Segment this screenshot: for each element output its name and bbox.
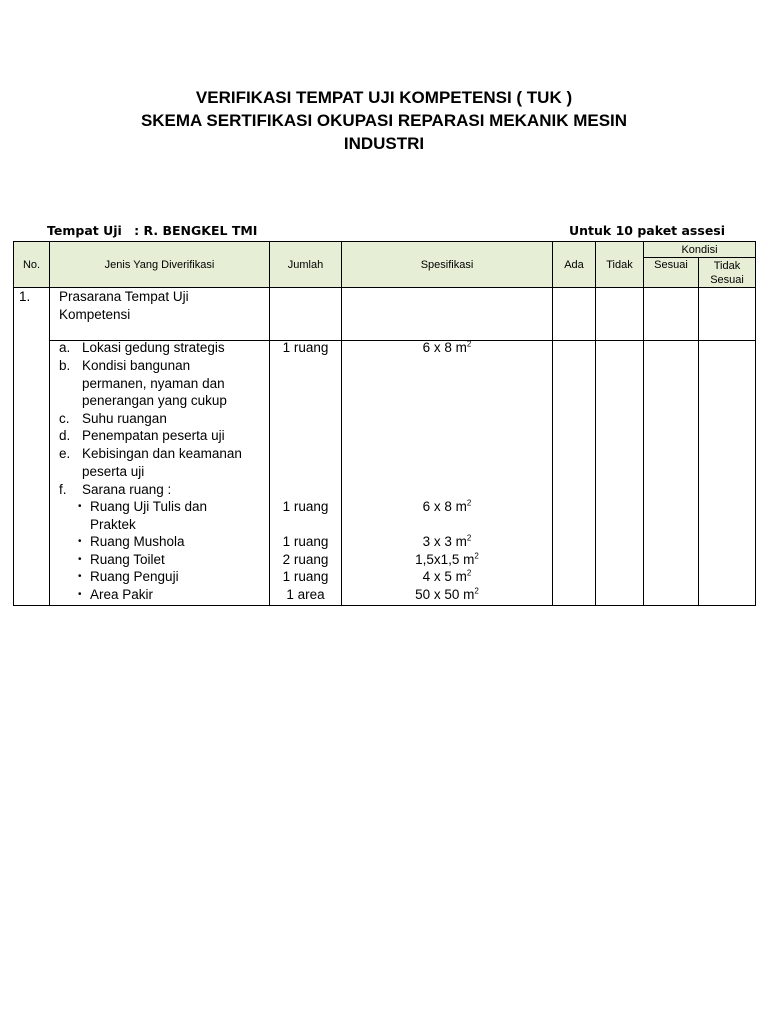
header-no: No. <box>14 242 50 288</box>
spesifikasi-cell <box>342 341 553 606</box>
title-line-3: INDUSTRI <box>343 134 425 153</box>
header-tidak-sesuai-line-1: Tidak <box>713 259 741 272</box>
header-jenis: Jenis Yang Diverifikasi <box>50 242 270 288</box>
header-ada: Ada <box>553 242 596 288</box>
document-title <box>0 86 768 155</box>
cell-sesuai <box>644 341 699 606</box>
jumlah-column <box>270 341 341 605</box>
row-item-title <box>50 288 270 341</box>
jumlah-value: 2 ruang <box>282 552 329 567</box>
sarana-name: Ruang Mushola <box>90 534 185 549</box>
jumlah-value: 1 ruang <box>282 340 329 355</box>
sarana-name: Ruang Penguji <box>90 569 179 584</box>
title-line-1: VERIFIKASI TEMPAT UJI KOMPETENSI ( TUK ) <box>195 88 573 107</box>
list-letter: d. <box>59 428 71 443</box>
sarana-name: Ruang Uji Tulis dan <box>90 499 208 514</box>
cell-ada <box>553 341 596 606</box>
spek-sup: 2 <box>466 498 472 508</box>
header-spesifikasi: Spesifikasi <box>342 242 553 288</box>
jumlah-value: 1 ruang <box>282 499 329 514</box>
items-list <box>50 341 269 605</box>
spek-sup: 2 <box>466 568 472 578</box>
list-text: Kebisingan dan keamanan <box>82 446 242 461</box>
list-text: Kondisi bangunan <box>82 358 191 373</box>
items-list-cell <box>50 341 270 606</box>
header-tidak-sesuai <box>699 258 756 288</box>
spek-sup: 2 <box>466 339 472 349</box>
sarana-name: Area Pakir <box>90 587 154 602</box>
list-letter: f. <box>59 482 67 497</box>
spek-text: 6 x 8 m <box>422 340 467 355</box>
cell-spesifikasi-empty <box>342 288 553 341</box>
bullet-icon: • <box>78 571 82 582</box>
jumlah-value: 1 area <box>286 587 325 602</box>
row-item-title-line-2: Kompetensi <box>59 307 131 322</box>
bullet-icon: • <box>78 501 82 512</box>
sarana-name: Ruang Toilet <box>90 552 165 567</box>
header-jumlah: Jumlah <box>270 242 342 288</box>
list-text: Sarana ruang : <box>82 482 172 497</box>
spesifikasi-value <box>342 339 552 356</box>
spesifikasi-value <box>342 533 552 550</box>
header-tidak-sesuai-line-2: Sesuai <box>710 273 744 286</box>
tempat-uji-label: Tempat Uji <box>47 223 122 238</box>
spek-sup: 2 <box>466 533 472 543</box>
list-text: Lokasi gedung strategis <box>82 340 225 355</box>
bullet-icon: • <box>78 589 82 600</box>
jumlah-value: 1 ruang <box>282 569 329 584</box>
spesifikasi-value <box>342 551 552 568</box>
spesifikasi-value <box>342 498 552 515</box>
bullet-icon: • <box>78 554 82 565</box>
spesifikasi-value <box>342 586 552 603</box>
cell-jumlah-empty <box>270 288 342 341</box>
spesifikasi-value <box>342 568 552 585</box>
header-tidak: Tidak <box>596 242 644 288</box>
list-letter: e. <box>59 446 71 461</box>
cell-tidak-sesuai <box>699 341 756 606</box>
spek-text: 3 x 3 m <box>422 534 467 549</box>
list-letter: c. <box>59 411 70 426</box>
list-text: Penempatan peserta uji <box>82 428 225 443</box>
list-text: peserta uji <box>82 464 145 479</box>
jumlah-value: 1 ruang <box>282 534 329 549</box>
list-text: penerangan yang cukup <box>82 393 227 408</box>
row-number-continued <box>14 341 50 606</box>
row-item-title-line-1: Prasarana Tempat Uji <box>59 289 189 304</box>
spek-text: 50 x 50 m <box>415 587 475 602</box>
bullet-icon: • <box>78 536 82 547</box>
cell-ada <box>553 288 596 341</box>
spek-sup: 2 <box>474 551 479 561</box>
title-line-2: SKEMA SERTIFIKASI OKUPASI REPARASI MEKANIK MESIN <box>140 111 628 130</box>
jumlah-cell <box>270 341 342 606</box>
header-sesuai: Sesuai <box>644 258 699 288</box>
spek-text: 4 x 5 m <box>422 569 467 584</box>
verification-table <box>13 241 756 606</box>
tempat-uji-separator: : <box>134 223 140 238</box>
spesifikasi-column <box>342 341 552 605</box>
list-letter: b. <box>59 358 71 373</box>
sarana-name: Praktek <box>90 517 136 532</box>
paket-assesi: Untuk 10 paket assesi <box>569 223 726 238</box>
list-text: Suhu ruangan <box>82 411 167 426</box>
list-letter: a. <box>59 340 71 355</box>
cell-tidak <box>596 341 644 606</box>
cell-tidak-sesuai <box>699 288 756 341</box>
spek-sup: 2 <box>474 586 479 596</box>
list-text: permanen, nyaman dan <box>82 376 225 391</box>
cell-tidak <box>596 288 644 341</box>
spek-text: 1,5x1,5 m <box>415 552 475 567</box>
tempat-uji-value: R. BENGKEL TMI <box>143 223 258 238</box>
spek-text: 6 x 8 m <box>422 499 467 514</box>
header-kondisi: Kondisi <box>644 242 756 258</box>
cell-sesuai <box>644 288 699 341</box>
row-number: 1. <box>14 288 50 341</box>
tempat-uji <box>47 223 257 238</box>
